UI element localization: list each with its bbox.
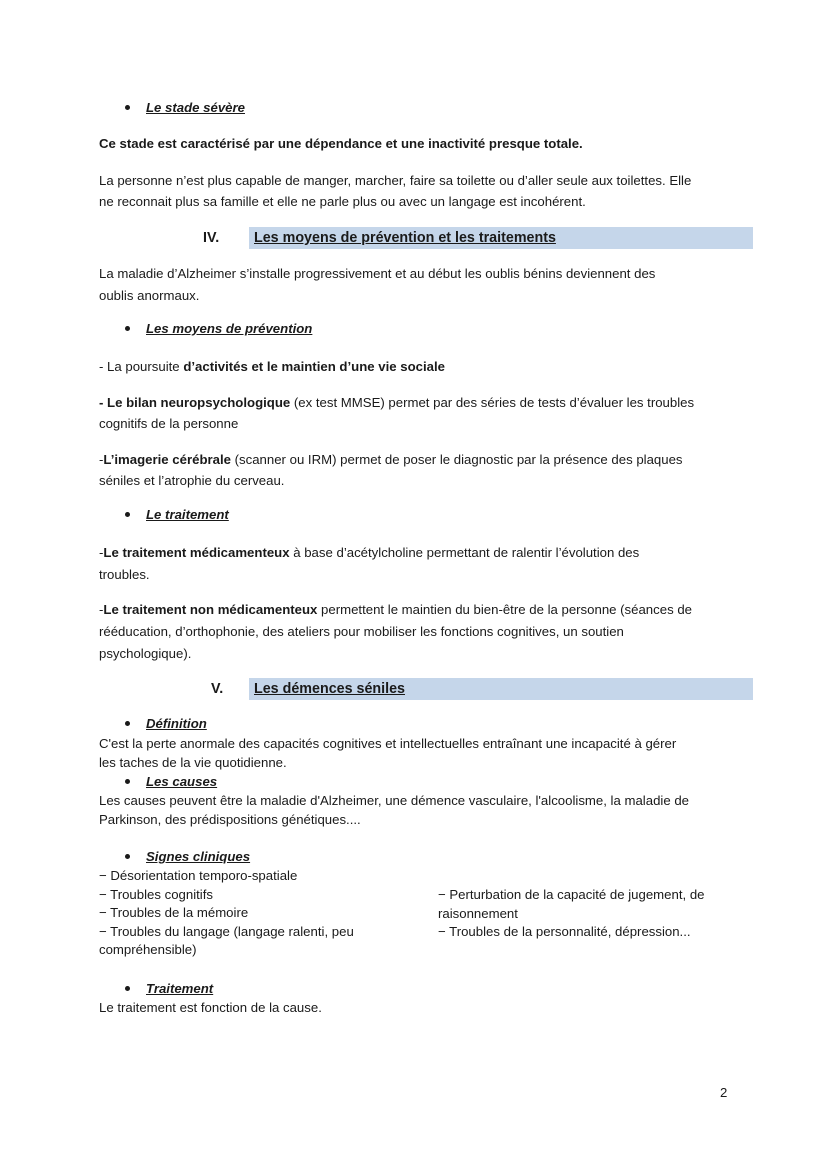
prevention-item-3 [99, 449, 683, 471]
signes-right-column [438, 886, 738, 942]
paragraph-line: La personne n’est plus capable de manger, marcher, faire sa toilette ou d’aller seule aux toilettes. Elle [99, 173, 692, 188]
paragraph-line: les taches de la vie quotidienne. [99, 755, 287, 770]
bold-text: d’activités et le maintien d’une vie sociale [183, 359, 445, 374]
list-item: − Troubles de la mémoire [99, 905, 249, 920]
text: - [99, 545, 104, 560]
text: - [99, 602, 104, 617]
text: à base d’acétylcholine permettant de ralentir l’évolution des [289, 545, 640, 560]
section-heading-iv [203, 227, 753, 249]
paragraph-line: ne reconnait plus sa famille et elle ne parle plus ou avec un langage est incohérent. [99, 194, 586, 209]
bullet-dot-icon [125, 512, 130, 517]
bullet-stade-severe [125, 100, 245, 115]
list-item: − Troubles du langage (langage ralenti, peu [99, 923, 354, 939]
paragraph-line: psychologique). [99, 646, 192, 661]
bold-text: - Le bilan neuropsychologique [99, 395, 291, 410]
paragraph-line: séniles et l’atrophie du cerveau. [99, 473, 285, 488]
bullet-dot-icon [125, 326, 130, 331]
bullet-dot-icon [125, 854, 130, 859]
list-item: − Désorientation temporo-spatiale [99, 868, 298, 883]
traitement-item-2 [99, 599, 692, 621]
page-number: 2 [720, 1085, 728, 1100]
bullet-signes [125, 849, 250, 864]
bold-text: Le traitement médicamenteux [103, 545, 290, 560]
bullet-prevention [125, 321, 312, 336]
list-item: compréhensible) [99, 942, 197, 957]
bullet-title: Définition [146, 716, 207, 731]
bullet-title: Signes cliniques [146, 849, 251, 864]
section-number: V. [211, 681, 224, 697]
section-title: Les moyens de prévention et les traitements [254, 230, 556, 246]
signes-left-column [99, 867, 429, 960]
section-title: Les démences séniles [254, 681, 405, 697]
list-item: raisonnement [438, 905, 518, 921]
text: - La poursuite [99, 359, 184, 374]
heading-bar [249, 678, 753, 700]
bullet-dot-icon [125, 779, 130, 784]
paragraph-line: Parkinson, des prédispositions génétiques.... [99, 812, 361, 827]
bullet-title: Le stade sévère [146, 100, 245, 115]
heading-bar [249, 227, 753, 249]
text: (scanner ou IRM) permet de poser le diagnostic par la présence des plaques [230, 452, 683, 467]
section-number: IV. [203, 230, 220, 246]
bullet-title: Les causes [146, 774, 218, 789]
list-item: − Perturbation de la capacité de jugement, de [438, 887, 705, 902]
bold-text: L’imagerie cérébrale [103, 452, 231, 467]
bullet-dot-icon [125, 721, 130, 726]
paragraph-line: La maladie d’Alzheimer s’installe progressivement et au début les oublis bénins deviennent des [99, 266, 656, 281]
bold-text: Le traitement non médicamenteux [103, 602, 318, 617]
bullet-traitement [125, 507, 229, 522]
bullet-title: Les moyens de prévention [146, 321, 313, 336]
prevention-item-1 [99, 356, 445, 378]
bullet-causes [125, 774, 217, 789]
text: (ex test MMSE) permet par des séries de tests d’évaluer les troubles [290, 395, 695, 410]
paragraph-line: troubles. [99, 567, 150, 582]
prevention-item-2 [99, 392, 694, 414]
bullet-title: Le traitement [146, 507, 229, 522]
bullet-definition [125, 716, 207, 731]
paragraph-line: oublis anormaux. [99, 288, 200, 303]
bullet-title: Traitement [146, 981, 214, 996]
paragraph-bold: Ce stade est caractérisé par une dépendance et une inactivité presque totale. [99, 136, 583, 151]
paragraph-line: cognitifs de la personne [99, 416, 239, 431]
list-item: − Troubles cognitifs [99, 886, 213, 902]
paragraph-line: rééducation, d’orthophonie, des ateliers pour mobiliser les fonctions cognitives, un soutien [99, 624, 624, 639]
paragraph-line: Le traitement est fonction de la cause. [99, 1000, 322, 1015]
bullet-dot-icon [125, 105, 130, 110]
text: permettent le maintien du bien-être de la personne (séances de [317, 602, 692, 617]
section-heading-v [211, 678, 753, 700]
bullet-dot-icon [125, 986, 130, 991]
bullet-traitement-v [125, 981, 213, 996]
traitement-item-1 [99, 542, 639, 564]
paragraph-line: C'est la perte anormale des capacités cognitives et intellectuelles entraînant une incapacité à gérer [99, 736, 677, 751]
list-item: − Troubles de la personnalité, dépression... [438, 924, 691, 939]
text: - [99, 452, 104, 467]
paragraph-line: Les causes peuvent être la maladie d'Alzheimer, une démence vasculaire, l'alcoolisme, la maladie de [99, 793, 690, 808]
